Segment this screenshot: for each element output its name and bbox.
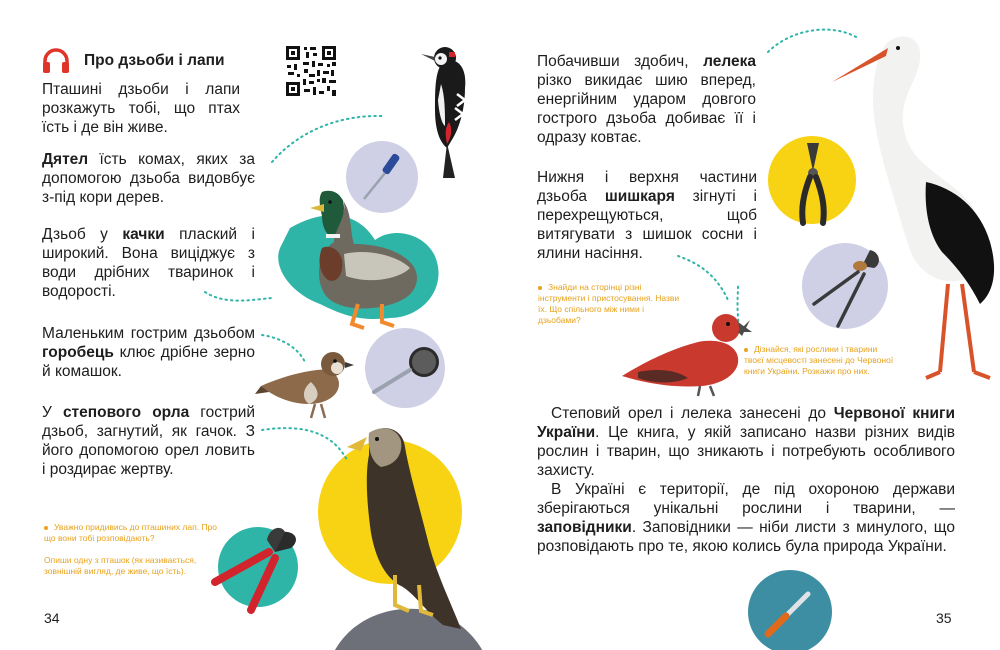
reserves-term: заповідники: [537, 519, 632, 536]
woodpecker-text: [42, 150, 255, 207]
intro-text: Пташині дзьоби і лапи розкажуть тобі, що птах їсть і де він живе.: [42, 81, 240, 136]
headphones-icon[interactable]: [42, 48, 70, 74]
section-heading: [42, 48, 225, 74]
note-bullet: [538, 286, 542, 290]
eagle-text-pre: У: [42, 404, 63, 421]
chisel-icon: [760, 584, 820, 644]
stork-term: лелека: [703, 53, 756, 70]
eagle-illustration: [325, 415, 485, 650]
duck-illustration: [298, 188, 428, 333]
woodpecker-term: Дятел: [42, 151, 89, 168]
duck-text-pre: Дзьоб у: [42, 226, 123, 243]
sparrow-text: [42, 324, 255, 381]
sparrow-illustration: [255, 342, 355, 422]
duck-desc: плаский і широкий. Вона виціджує з води дрібних тваринок і водорості.: [42, 226, 255, 300]
reserves-text-pre: В Україні є території, де під охороною держави зберігаються унікальні рослини і тварини, —: [537, 481, 955, 517]
eagle-desc: гострий дзьоб, загнутий, як гачок. З його допомогою орел ловить і роздирає жертву.: [42, 404, 256, 478]
duck-term: качки: [122, 226, 165, 243]
stork-text: [537, 52, 756, 147]
crossbill-text-pre: Нижня і верхня частини дзьоба: [537, 169, 757, 205]
redbook-paragraph: [537, 404, 955, 480]
duck-text: [42, 225, 255, 301]
stork-text-pre: Побачивши здобич,: [537, 53, 704, 70]
crossbill-text: [537, 168, 757, 263]
pliers-icon: [783, 137, 843, 227]
page-number-right: 35: [936, 610, 952, 626]
note-bullet: [744, 348, 748, 352]
eagle-term: степового орла: [62, 404, 190, 421]
eagle-text: [42, 403, 255, 479]
woodpecker-desc: їсть комах, яких за допомогою дзьоба видовбує з-під кори дерев.: [42, 151, 255, 206]
woodpecker-illustration: [405, 38, 485, 178]
note-redbook-text: Дізнайся, які рослини і тварини твоєї місцевості занесені до Червоної книги України. Розкажи про них.: [744, 344, 894, 376]
reserves-paragraph: [537, 480, 955, 556]
note-tools-text: Знайди на сторінці різні інструменти і пристосування. Назви їх. Що спільного між ними і дзьобами?: [538, 282, 680, 325]
note-describe-text: Опиши одну з пташок (як називається, зовнішній вигляд, де живе, що їсть).: [44, 555, 197, 576]
right-page: [500, 0, 1000, 650]
qr-code-icon[interactable]: [284, 44, 338, 98]
crossbill-term: шишкаря: [604, 188, 675, 205]
sparrow-text-pre: Маленьким гострим дзьобом: [42, 325, 255, 342]
redbook-desc: . Це книга, у якій записано назви різних видів рослин і тварин, що зникають і потребують особливого захисту.: [537, 424, 955, 479]
section-title: Про дзьоби і лапи: [84, 52, 225, 69]
sparrow-desc: клює дрібне зерно й комашок.: [42, 344, 255, 380]
crossbill-desc: зігнуті і перехрещуються, щоб витягувати з шишок сосни і ялини насіння.: [537, 188, 757, 262]
sieve-icon: [368, 338, 448, 398]
note-redbook: [744, 344, 898, 377]
redbook-term: Червоної книги України: [537, 405, 955, 441]
note-bullet: [44, 526, 48, 530]
page-number-left: 34: [44, 610, 60, 626]
note-tools: [538, 282, 680, 326]
redbook-text-pre: Степовий орел і лелека занесені до: [551, 405, 834, 422]
stork-desc: різко викидає шию вперед, енергійним ударом довгого гострого дзьоба добиває її і одразу ковтає.: [537, 72, 756, 146]
note-describe: [44, 555, 216, 577]
reserves-desc: . Заповідники — ніби листи з минулого, що розповідають про те, якою колись була природа України.: [537, 519, 955, 555]
note-feet: [44, 522, 222, 544]
sparrow-term: горобець: [42, 344, 114, 361]
note-feet-text: Уважно придивись до пташиних лап. Про що вони тобі розповідають?: [44, 522, 218, 543]
nutcracker-icon: [800, 240, 890, 330]
